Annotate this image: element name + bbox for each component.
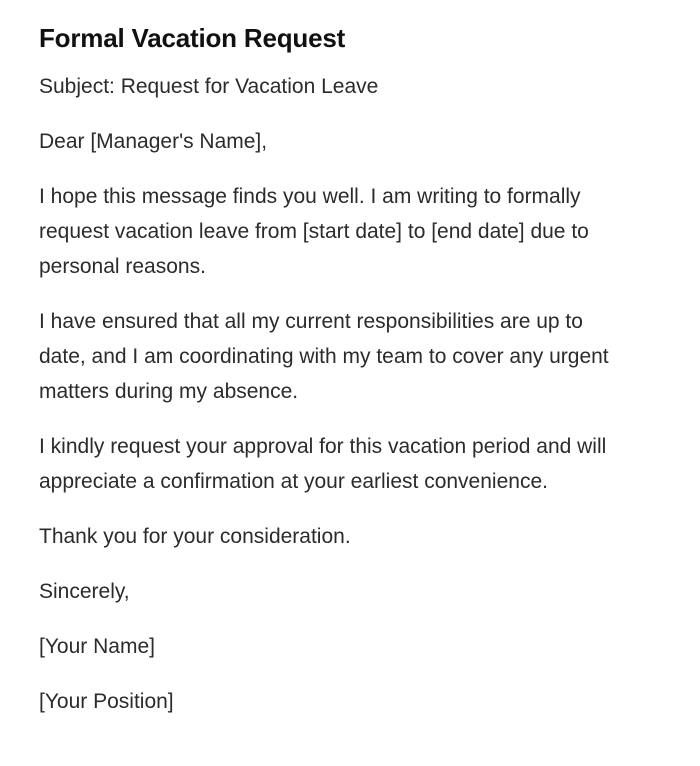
letter-title: Formal Vacation Request bbox=[39, 23, 346, 53]
body-paragraph-request: I hope this message finds you well. I am writing to formally request vacation leave from [start date] to [end date] due to personal reasons. bbox=[39, 185, 589, 278]
body-paragraph-thanks: Thank you for your consideration. bbox=[39, 525, 351, 548]
subject-line: Subject: Request for Vacation Leave bbox=[39, 75, 379, 98]
signature-position-placeholder: [Your Position] bbox=[39, 690, 174, 713]
signature-name-placeholder: [Your Name] bbox=[39, 635, 155, 658]
body-paragraph-responsibilities: I have ensured that all my current responsibilities are up to date, and I am coordinating with my team to cover any urgent matters during my absence. bbox=[39, 310, 609, 403]
closing: Sincerely, bbox=[39, 580, 130, 603]
salutation: Dear [Manager's Name], bbox=[39, 130, 268, 153]
body-paragraph-approval: I kindly request your approval for this vacation period and will appreciate a confirmation at your earliest convenience. bbox=[39, 435, 607, 493]
